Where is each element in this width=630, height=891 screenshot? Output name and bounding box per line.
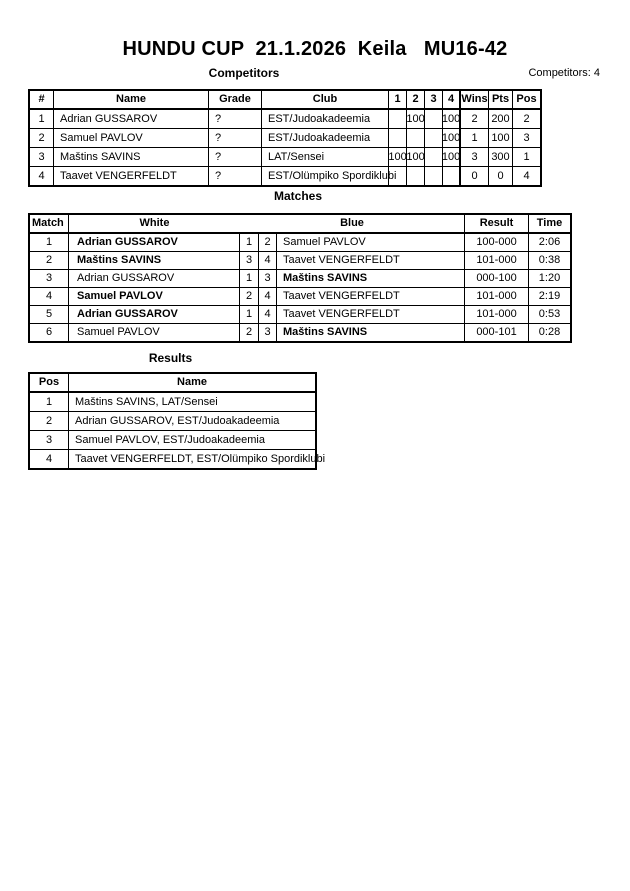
- competitor-wins: 3: [461, 148, 489, 166]
- col-header-number: #: [30, 91, 54, 108]
- score-vs-3: [425, 110, 443, 128]
- blue-player-name: Taavet VENGERFELDT: [277, 288, 465, 305]
- results-header-row: [30, 374, 315, 393]
- white-player-name: Samuel PAVLOV: [69, 288, 240, 305]
- white-player-name: Adrian GUSSAROV: [69, 270, 240, 287]
- col-header-pos: Pos: [30, 374, 69, 391]
- match-result: 000-100: [465, 270, 529, 287]
- col-header-pos: Pos: [516, 93, 537, 105]
- score-vs-4: [443, 167, 461, 185]
- white-player-name: Adrian GUSSAROV: [69, 234, 240, 251]
- competitor-wins: 1: [461, 129, 489, 147]
- result-name: Taavet VENGERFELDT, EST/Olümpiko Spordiklubi: [75, 452, 326, 465]
- score-vs-4: 100: [443, 148, 461, 166]
- match-result: 101-000: [465, 252, 529, 269]
- col-header-result: Result: [465, 215, 529, 232]
- blue-player-number: 3: [259, 270, 277, 287]
- col-header-wins: Wins: [461, 91, 489, 108]
- col-header-club: Club: [262, 91, 389, 108]
- match-row: [30, 234, 570, 252]
- competitors-table: [28, 89, 542, 187]
- match-time: 2:19: [538, 290, 561, 302]
- competitor-name: Maštins SAVINS: [54, 148, 209, 166]
- result-pos: 4: [30, 450, 69, 468]
- result-pos: 3: [30, 431, 69, 449]
- match-number: 3: [30, 270, 69, 287]
- result-pos: 2: [30, 412, 69, 430]
- competitor-club: EST/Judoakadeemia: [262, 129, 389, 147]
- competitor-name: Adrian GUSSAROV: [54, 110, 209, 128]
- result-name: Maštins SAVINS, LAT/Sensei: [75, 395, 218, 408]
- blue-player-name: Samuel PAVLOV: [277, 234, 465, 251]
- blue-player-number: 2: [259, 234, 277, 251]
- competitor-number: 4: [30, 167, 54, 185]
- competitor-row: [30, 129, 540, 148]
- blue-player-name: Maštins SAVINS: [277, 324, 465, 341]
- match-result: 101-000: [465, 288, 529, 305]
- col-header-grade: Grade: [209, 91, 262, 108]
- competitor-number: 2: [30, 129, 54, 147]
- score-vs-3: [425, 129, 443, 147]
- match-time: 0:38: [538, 254, 561, 266]
- white-player-name: Adrian GUSSAROV: [69, 306, 240, 323]
- col-header-name: Name: [177, 376, 207, 388]
- blue-player-number: 4: [259, 252, 277, 269]
- white-player-name: Samuel PAVLOV: [69, 324, 240, 341]
- matches-heading: Matches: [273, 189, 323, 203]
- blue-player-name: Taavet VENGERFELDT: [277, 306, 465, 323]
- white-player-number: 3: [240, 252, 259, 269]
- score-vs-2: 100: [407, 110, 425, 128]
- match-time: 2:06: [538, 236, 561, 248]
- matches-table: [28, 213, 572, 343]
- match-row: [30, 324, 570, 341]
- competitor-grade: ?: [209, 129, 262, 147]
- blue-player-number: 3: [259, 324, 277, 341]
- score-vs-1: 100: [389, 148, 407, 166]
- competitor-number: 3: [30, 148, 54, 166]
- blue-player-name: Maštins SAVINS: [277, 270, 465, 287]
- competitor-pts: 100: [489, 129, 513, 147]
- match-number: 6: [30, 324, 69, 341]
- white-player-number: 2: [240, 324, 259, 341]
- competitor-name: Samuel PAVLOV: [54, 129, 209, 147]
- match-time: 0:53: [538, 308, 561, 320]
- white-player-number: 1: [240, 234, 259, 251]
- score-vs-3: [425, 167, 443, 185]
- result-pos: 1: [30, 393, 69, 411]
- competitor-pts: 0: [489, 167, 513, 185]
- white-player-number: 2: [240, 288, 259, 305]
- col-header-match3: 3: [425, 91, 443, 108]
- competitor-name: Taavet VENGERFELDT: [54, 167, 209, 185]
- match-number: 2: [30, 252, 69, 269]
- competitor-pos: 1: [523, 150, 530, 163]
- competitors-count: Competitors: 4: [528, 67, 600, 79]
- col-header-match2: 2: [407, 91, 425, 108]
- white-player-name: Maštins SAVINS: [69, 252, 240, 269]
- competitor-club: EST/Judoakadeemia: [262, 110, 389, 128]
- score-vs-1: [389, 110, 407, 128]
- col-header-match1: 1: [389, 91, 407, 108]
- col-header-match: Match: [30, 215, 69, 232]
- score-vs-4: 100: [443, 129, 461, 147]
- results-heading: Results: [148, 351, 193, 365]
- score-vs-2: [407, 167, 425, 185]
- match-number: 4: [30, 288, 69, 305]
- competitor-club: EST/Olümpiko Spordiklubi: [262, 167, 389, 185]
- match-row: [30, 270, 570, 288]
- col-header-name: Name: [54, 91, 209, 108]
- blue-player-number: 4: [259, 288, 277, 305]
- competitor-wins: 0: [461, 167, 489, 185]
- competitor-club: LAT/Sensei: [262, 148, 389, 166]
- competitor-grade: ?: [209, 167, 262, 185]
- competitor-pos: 4: [523, 169, 530, 182]
- result-name: Samuel PAVLOV, EST/Judoakadeemia: [75, 433, 265, 446]
- competitor-row: [30, 110, 540, 129]
- score-vs-1: [389, 167, 407, 185]
- match-result: 101-000: [465, 306, 529, 323]
- col-header-match4: 4: [443, 91, 461, 108]
- match-row: [30, 306, 570, 324]
- results-table: [28, 372, 326, 470]
- col-header-white: White: [139, 217, 170, 229]
- result-name: Adrian GUSSAROV, EST/Judoakadeemia: [75, 414, 280, 427]
- match-row: [30, 252, 570, 270]
- result-row: [30, 450, 326, 468]
- match-row: [30, 288, 570, 306]
- match-time: 1:20: [538, 272, 561, 284]
- page-title: HUNDU CUP 21.1.2026 Keila MU16-42: [122, 38, 508, 60]
- match-number: 5: [30, 306, 69, 323]
- col-header-time: Time: [536, 217, 563, 229]
- result-row: [30, 393, 315, 412]
- competitor-wins: 2: [461, 110, 489, 128]
- competitors-header-row: [30, 91, 540, 110]
- score-vs-2: [407, 129, 425, 147]
- score-vs-1: [389, 129, 407, 147]
- competitor-pts: 200: [489, 110, 513, 128]
- match-time: 0:28: [538, 326, 561, 338]
- competitor-pos: 3: [523, 131, 530, 144]
- competitor-row: [30, 167, 540, 185]
- competitor-pts: 300: [489, 148, 513, 166]
- col-header-blue: Blue: [240, 215, 465, 232]
- white-player-number: 1: [240, 306, 259, 323]
- competitors-heading: Competitors: [208, 66, 280, 80]
- matches-header-row: [30, 215, 570, 234]
- score-vs-2: 100: [407, 148, 425, 166]
- match-result: 100-000: [465, 234, 529, 251]
- blue-player-name: Taavet VENGERFELDT: [277, 252, 465, 269]
- competitor-grade: ?: [209, 148, 262, 166]
- result-row: [30, 412, 315, 431]
- score-vs-4: 100: [443, 110, 461, 128]
- competitor-number: 1: [30, 110, 54, 128]
- blue-player-number: 4: [259, 306, 277, 323]
- col-header-pts: Pts: [489, 91, 513, 108]
- score-vs-3: [425, 148, 443, 166]
- match-result: 000-101: [465, 324, 529, 341]
- competitor-pos: 2: [523, 112, 530, 125]
- white-player-number: 1: [240, 270, 259, 287]
- competitor-grade: ?: [209, 110, 262, 128]
- result-row: [30, 431, 315, 450]
- match-number: 1: [30, 234, 69, 251]
- competitor-row: [30, 148, 540, 167]
